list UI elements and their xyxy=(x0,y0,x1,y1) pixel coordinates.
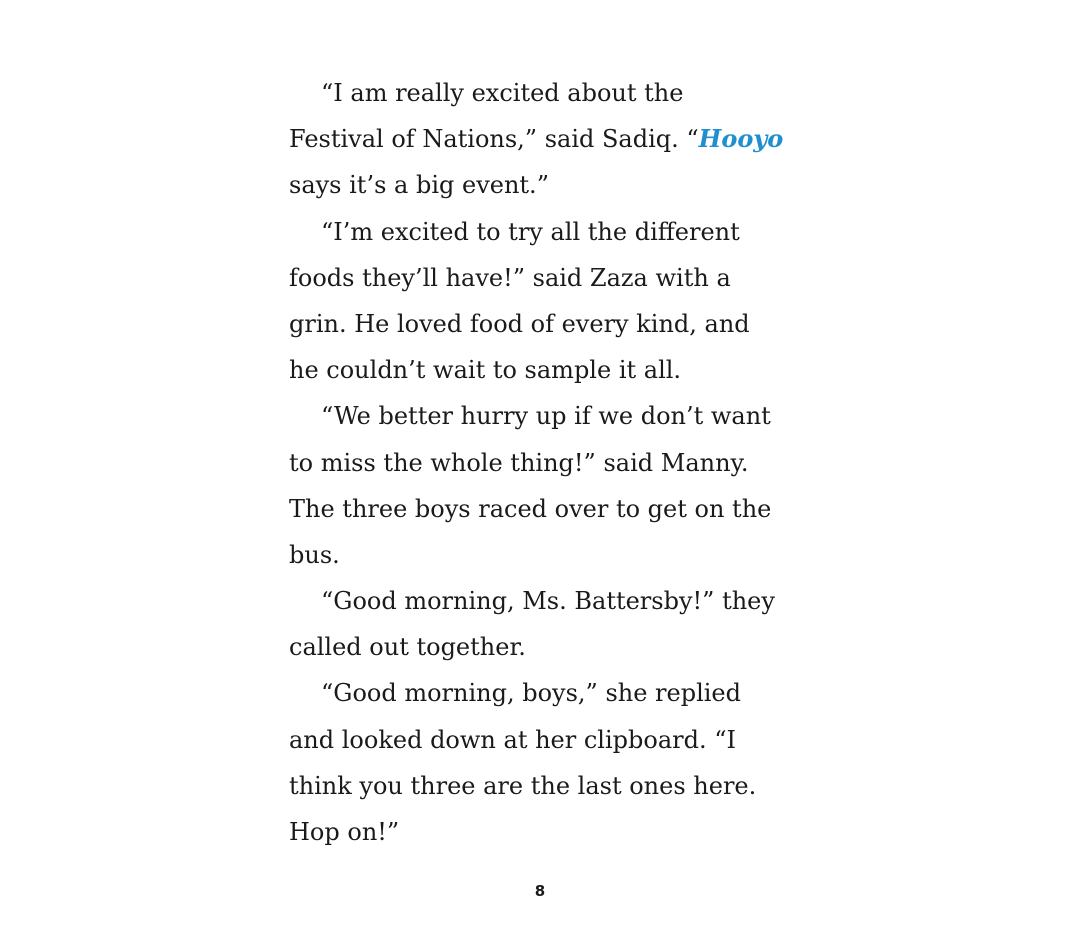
text-line: “Good morning, boys,” she replied xyxy=(321,679,741,708)
text-line: bus. xyxy=(289,540,340,569)
paragraph-4 xyxy=(289,578,779,670)
paragraph-1 xyxy=(289,70,784,209)
highlighted-word: Hooyo xyxy=(698,124,784,154)
page-number: 8 xyxy=(534,882,546,900)
paragraph-3 xyxy=(289,393,779,578)
text-line xyxy=(289,116,784,162)
text-line: “Good morning, Ms. Battersby!” they xyxy=(321,587,775,616)
paragraph-2 xyxy=(289,209,779,394)
text-line: grin. He loved food of every kind, and xyxy=(289,309,750,338)
text-line: foods they’ll have!” said Zaza with a xyxy=(289,263,731,292)
paragraph-5 xyxy=(289,670,779,855)
text-line: and looked down at her clipboard. “I xyxy=(289,725,736,754)
text-line: “We better hurry up if we don’t want xyxy=(321,402,771,431)
text-line: think you three are the last ones here. xyxy=(289,771,757,800)
text-line: to miss the whole thing!” said Manny. xyxy=(289,448,749,477)
text-line: he couldn’t wait to sample it all. xyxy=(289,356,682,385)
text-line: says it’s a big event.” xyxy=(289,171,549,200)
story-text xyxy=(289,70,784,855)
text-line: “I am really excited about the xyxy=(321,79,684,107)
text-line: “I’m excited to try all the different xyxy=(321,217,740,246)
text-line: called out together. xyxy=(289,633,526,662)
text-line: The three boys raced over to get on the xyxy=(289,494,772,523)
text-segment: Festival of Nations,” said Sadiq. “ xyxy=(289,125,699,154)
text-line: Hop on!” xyxy=(289,818,400,846)
